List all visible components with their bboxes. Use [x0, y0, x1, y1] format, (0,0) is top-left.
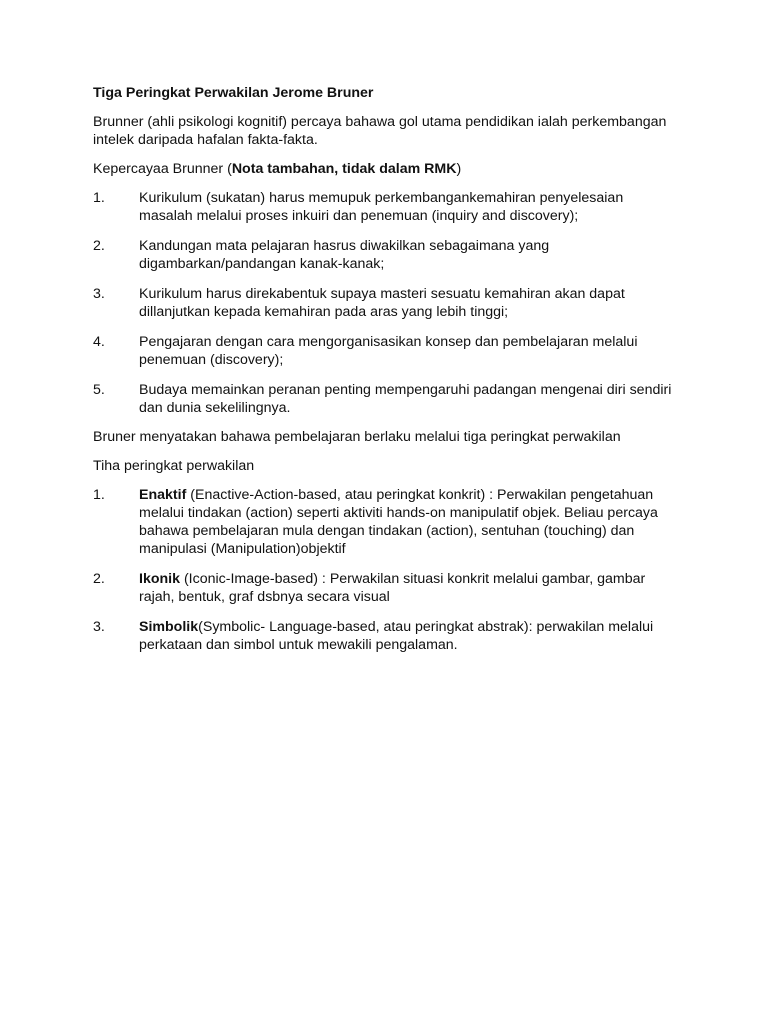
list-item-text: Kandungan mata pelajaran hasrus diwakilkan sebagaimana yang digambarkan/pandangan kanak-kanak; [139, 238, 550, 272]
list-item-number: 1. [93, 487, 105, 503]
list-item-text: Budaya memainkan peranan penting mempengaruhi padangan mengenai diri sendiri dan dunia sekelilingnya. [139, 382, 672, 416]
list-item-text: Kurikulum (sukatan) harus memupuk perkembangankemahiran penyelesaian masalah melalui proses inkuiri dan penemuan (inquiry and discovery); [139, 190, 624, 224]
intro-paragraph: Brunner (ahli psikologi kognitif) percaya bahawa gol utama pendidikan ialah perkembangan intelek daripada hafalan fakta-fakta. [93, 114, 667, 148]
list-item [93, 333, 678, 369]
levels-heading: Tiha peringkat perwakilan [93, 458, 255, 474]
list-item-text [139, 618, 678, 654]
levels-list [93, 486, 678, 654]
statement-paragraph: Bruner menyatakan bahawa pembelajaran berlaku melalui tiga peringkat perwakilan [93, 429, 621, 445]
document-title: Tiga Peringkat Perwakilan Jerome Bruner [93, 85, 374, 101]
list-item-text: Kurikulum harus direkabentuk supaya masteri sesuatu kemahiran akan dapat dillanjutkan kepada kemahiran pada aras yang lebih tinggi; [139, 286, 625, 320]
beliefs-heading-suffix: ) [456, 161, 462, 177]
list-item [93, 570, 678, 606]
list-item [93, 381, 678, 417]
level-term: Simbolik [139, 619, 199, 635]
list-item-number: 3. [93, 619, 105, 635]
beliefs-heading-prefix: Kepercayaa Brunner ( [93, 161, 232, 177]
list-item-number: 3. [93, 286, 105, 302]
list-item-text: Pengajaran dengan cara mengorganisasikan konsep dan pembelajaran melalui penemuan (discovery); [139, 334, 638, 368]
list-item-number: 2. [93, 238, 105, 254]
list-item [93, 237, 678, 273]
level-term: Enaktif [139, 487, 187, 503]
list-item [93, 189, 678, 225]
list-item [93, 285, 678, 321]
beliefs-heading-note: Nota tambahan, tidak dalam RMK [231, 161, 457, 177]
list-item-text [139, 570, 678, 606]
beliefs-heading [93, 160, 678, 178]
list-item [93, 618, 678, 654]
level-description: (Symbolic- Language-based, atau peringkat abstrak): perwakilan melalui perkataan dan simbol untuk mewakili pengalaman. [139, 619, 654, 653]
level-term: Ikonik [139, 571, 180, 587]
list-item [93, 486, 678, 558]
list-item-text [139, 486, 678, 558]
level-description: (Iconic-Image-based) : Perwakilan situasi konkrit melalui gambar, gambar rajah, bentuk, graf dsbnya secara visual [139, 571, 646, 605]
list-item-number: 4. [93, 334, 105, 350]
list-item-number: 2. [93, 571, 105, 587]
list-item-number: 5. [93, 382, 105, 398]
beliefs-list [93, 189, 678, 417]
level-description: (Enactive-Action-based, atau peringkat konkrit) : Perwakilan pengetahuan melalui tindakan (action) seperti aktiviti hands-on manipulatif objek. Beliau percaya bahawa pembelajaran mula dengan tindakan (action), sentuhan (touching) dan manipulasi (Manipulation)objektif [139, 487, 658, 557]
list-item-number: 1. [93, 190, 105, 206]
